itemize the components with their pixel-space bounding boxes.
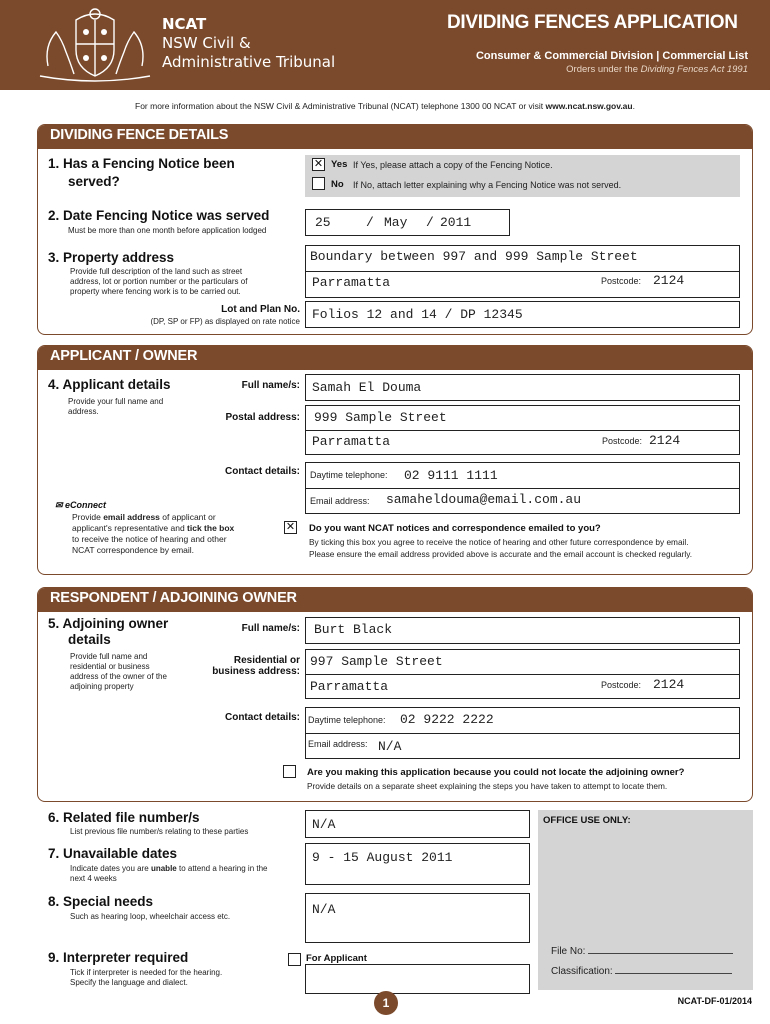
econnect-instructions: Provide email address of applicant or applicant's representative and tick the box to receive the notice of hearing and other NCAT correspondence by email.: [72, 512, 235, 555]
q7-label: 7. Unavailable dates: [48, 846, 178, 861]
related-file-field[interactable]: N/A: [305, 810, 530, 838]
header-banner: [0, 0, 770, 90]
file-no-label: File No:: [551, 946, 733, 957]
locate-question: Are you making this application because you could not locate the adjoining owner?: [307, 767, 685, 778]
section-title: APPLICANT / OWNER: [38, 346, 752, 370]
q8-hint: Such as hearing loop, wheelchair access etc.: [70, 912, 231, 921]
q2-label: 2. Date Fencing Notice was served: [48, 208, 270, 223]
yes-note: If Yes, please attach a copy of the Fencing Notice.: [353, 160, 553, 170]
fencing-notice-yes-checkbox[interactable]: ✕: [313, 158, 324, 170]
postcode-label: Postcode:: [601, 276, 642, 286]
interpreter-checkbox[interactable]: [288, 953, 301, 966]
respondent-name-label: Full name/s:: [241, 623, 300, 634]
q6-hint: List previous file number/s relating to these parties: [70, 827, 249, 836]
q5-label-cont: details: [68, 632, 111, 647]
special-needs-field[interactable]: N/A: [305, 893, 530, 943]
form-code: NCAT-DF-01/2014: [677, 996, 752, 1006]
q3-label: 3. Property address: [48, 250, 175, 265]
info-line: For more information about the NSW Civil & Administrative Tribunal (NCAT) telephone 1300 00 NCAT or visit www.ncat.nsw.gov.au.: [135, 101, 635, 111]
lot-plan-field[interactable]: Folios 12 and 14 / DP 12345: [305, 301, 740, 328]
applicant-email: samaheldouma@email.com.au: [386, 492, 582, 507]
q6-label: 6. Related file number/s: [48, 810, 200, 825]
no-label: No: [331, 179, 344, 190]
applicant-name-field[interactable]: Samah El Douma: [305, 374, 740, 401]
section-title: DIVIDING FENCE DETAILS: [38, 125, 752, 149]
interpreter-language-field[interactable]: [305, 964, 530, 994]
respondent-address-field[interactable]: 997 Sample Street Parramatta Postcode: 2124: [305, 649, 740, 699]
classification-label: Classification:: [551, 966, 732, 977]
q4-label: 4. Applicant details: [48, 377, 171, 392]
residential-address-label: Residential or business address:: [212, 655, 300, 677]
for-applicant-label: For Applicant: [306, 953, 367, 964]
fencing-notice-no-checkbox[interactable]: [312, 177, 325, 190]
postal-address-label: Postal address:: [225, 412, 300, 423]
q9-label: 9. Interpreter required: [48, 950, 189, 965]
respondent-contact-label: Contact details:: [224, 712, 300, 723]
q7-hint: Indicate dates you are unable to attend a hearing in the next 4 weeks: [70, 864, 268, 883]
form-title: DIVIDING FENCES APPLICATION: [447, 12, 738, 33]
act-reference: Orders under the Dividing Fences Act 1991: [566, 64, 748, 75]
could-not-locate-checkbox[interactable]: [283, 765, 296, 778]
q4-hint: Provide your full name and address.: [68, 397, 164, 416]
org-name-line2: Administrative Tribunal: [162, 53, 336, 71]
nsw-crest-logo: [36, 6, 154, 84]
office-use-panel: [538, 810, 753, 990]
org-name-line1: NSW Civil &: [162, 34, 251, 52]
ncat-website-link[interactable]: www.ncat.nsw.gov.au: [545, 101, 633, 111]
email-note-2: Please ensure the email address provided above is accurate and the email account is checked regularly.: [309, 549, 693, 559]
respondent-email: N/A: [378, 739, 402, 754]
postal-address-field[interactable]: 999 Sample Street Parramatta Postcode: 2124: [305, 405, 740, 455]
q5-hint: Provide full name and residential or business address of the owner of the adjoining property: [70, 652, 167, 691]
contact-details-label: Contact details:: [224, 466, 300, 477]
locate-note: Provide details on a separate sheet explaining the steps you have taken to attempt to locate them.: [307, 781, 668, 791]
q2-hint: Must be more than one month before application lodged: [68, 226, 267, 235]
email-question: Do you want NCAT notices and correspondence emailed to you?: [309, 523, 601, 534]
property-address-field[interactable]: Boundary between 997 and 999 Sample Street Parramatta Postcode: 2124: [305, 245, 740, 298]
q1-label-cont: served?: [68, 174, 120, 189]
unavailable-dates-field[interactable]: 9 - 15 August 2011: [305, 843, 530, 885]
org-acronym: NCAT: [162, 15, 207, 33]
email-correspondence-checkbox[interactable]: ✕: [285, 521, 296, 533]
no-note: If No, attach letter explaining why a Fencing Notice was not served.: [353, 180, 622, 190]
section-title: RESPONDENT / ADJOINING OWNER: [38, 588, 752, 612]
applicant-contact-field[interactable]: Daytime telephone: 02 9111 1111 Email address: samaheldouma@email.com.au: [305, 462, 740, 514]
lot-plan-label: Lot and Plan No.: [221, 304, 300, 315]
q8-label: 8. Special needs: [48, 894, 154, 909]
page-number: 1: [374, 991, 398, 1015]
respondent-name-field[interactable]: Burt Black: [305, 617, 740, 644]
office-use-title: OFFICE USE ONLY:: [543, 815, 631, 826]
respondent-contact-field[interactable]: Daytime telephone: 02 9222 2222 Email address: N/A: [305, 707, 740, 759]
ncat-wordmark: [162, 15, 335, 72]
yes-label: Yes: [331, 159, 348, 170]
q9-hint: Tick if interpreter is needed for the hearing. Specify the language and dialect.: [70, 968, 223, 987]
email-note-1: By ticking this box you agree to receive the notice of hearing and other future correspondence by email.: [309, 537, 689, 547]
q1-label: 1. Has a Fencing Notice been: [48, 156, 235, 171]
q3-hint: Provide full description of the land such as street address, lot or portion number or the particulars of property where fencing work is to be carried out.: [70, 267, 248, 296]
applicant-name-label: Full name/s:: [241, 380, 300, 391]
division-label: Consumer & Commercial Division | Commercial List: [475, 50, 748, 62]
respondent-phone: 02 9222 2222: [400, 712, 494, 727]
lot-plan-hint: (DP, SP or FP) as displayed on rate notice: [150, 317, 300, 326]
econnect-label: ✉ eConnect: [55, 500, 107, 510]
applicant-phone: 02 9111 1111: [404, 468, 498, 483]
notice-date-field[interactable]: 25 / May / 2011: [305, 209, 510, 236]
q5-label: 5. Adjoining owner: [48, 616, 169, 631]
econnect-icon: ✉: [55, 500, 66, 510]
